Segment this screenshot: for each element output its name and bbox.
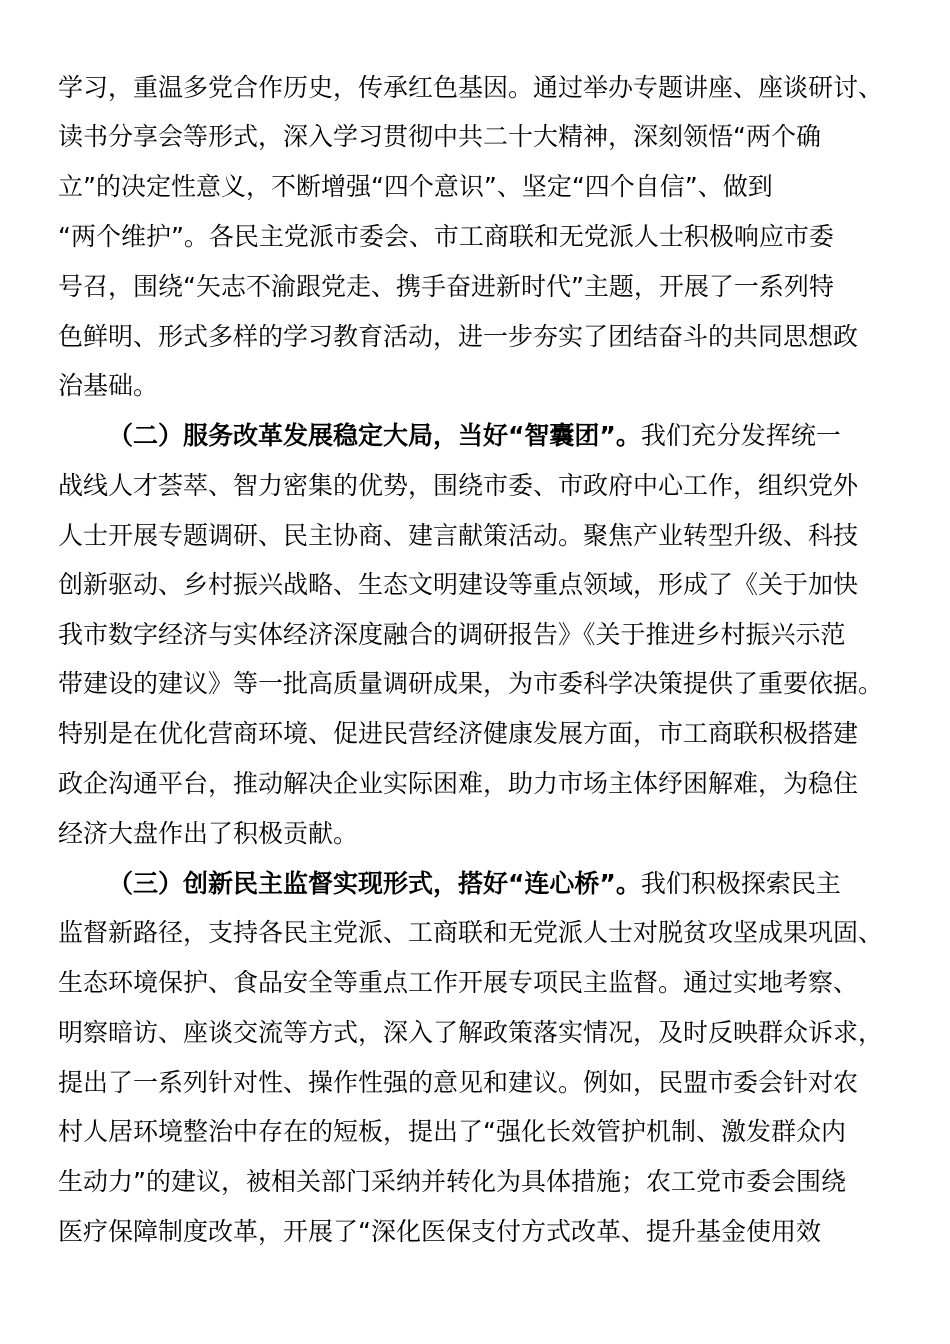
section-2-intro: 我们充分发挥统一	[640, 421, 841, 450]
text-line: 读书分享会等形式，深入学习贯彻中共二十大精神，深刻领悟“两个确	[58, 122, 821, 151]
text-line: “两个维护”。各民主党派市委会、市工商联和无党派人士积极响应市委	[58, 222, 834, 251]
section-2-heading: （二）服务改革发展稳定大局，当好“智囊团”。	[108, 421, 641, 450]
text-line: 色鲜明、形式多样的学习教育活动，进一步夯实了团结奋斗的共同思想政	[58, 322, 859, 351]
section-3-intro: 我们积极探索民主	[640, 869, 841, 898]
text-line: 带建设的建议》等一批高质量调研成果，为市委科学决策提供了重要依据。	[58, 669, 884, 698]
text-line: 明察暗访、座谈交流等方式，深入了解政策落实情况，及时反映群众诉求，	[58, 1018, 884, 1047]
text-line: 立”的决定性意义，不断增强“四个意识”、坚定“四个自信”、做到	[58, 172, 773, 201]
text-line: 生态环境保护、食品安全等重点工作开展专项民主监督。通过实地考察、	[58, 968, 859, 997]
text-line: 政企沟通平台，推动解决企业实际困难，助力市场主体纾困解难，为稳住	[58, 769, 859, 798]
text-line: 治基础。	[58, 371, 159, 400]
section-3-first-line	[108, 859, 841, 909]
text-line: 生动力”的建议，被相关部门采纳并转化为具体措施；农工党市委会围绕	[58, 1167, 846, 1196]
text-line: 医疗保障制度改革，开展了“深化医保支付方式改革、提升基金使用效	[58, 1217, 821, 1246]
text-line: 村人居环境整治中存在的短板，提出了“强化长效管护机制、激发群众内	[58, 1117, 846, 1146]
text-line: 我市数字经济与实体经济深度融合的调研报告》《关于推进乡村振兴示范	[58, 620, 846, 649]
text-line: 学习，重温多党合作历史，传承红色基因。通过举办专题讲座、座谈研讨、	[58, 73, 884, 102]
section-3-heading: （三）创新民主监督实现形式，搭好“连心桥”。	[108, 869, 641, 898]
text-line: 人士开展专题调研、民主协商、建言献策活动。聚焦产业转型升级、科技	[58, 521, 859, 550]
text-line: 特别是在优化营商环境、促进民营经济健康发展方面，市工商联积极搭建	[58, 719, 859, 748]
text-line: 提出了一系列针对性、操作性强的意见和建议。例如，民盟市委会针对农	[58, 1068, 859, 1097]
text-line: 战线人才荟萃、智力密集的优势，围绕市委、市政府中心工作，组织党外	[58, 471, 859, 500]
section-2-first-line	[108, 411, 841, 461]
text-line: 监督新路径，支持各民主党派、工商联和无党派人士对脱贫攻坚成果巩固、	[58, 918, 884, 947]
text-line: 创新驱动、乡村振兴战略、生态文明建设等重点领域，形成了《关于加快	[58, 570, 859, 599]
text-line: 经济大盘作出了积极贡献。	[58, 819, 359, 848]
text-line: 号召，围绕“矢志不渝跟党走、携手奋进新时代”主题，开展了一系列特	[58, 272, 834, 301]
